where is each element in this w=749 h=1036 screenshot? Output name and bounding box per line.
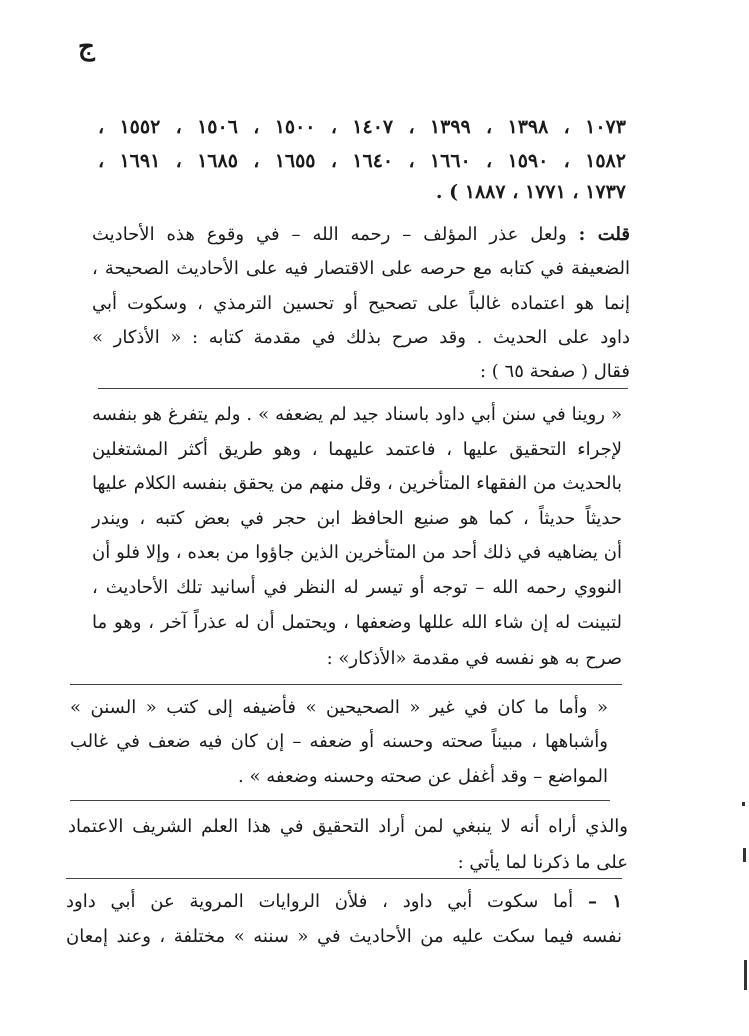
para2-line-1: والذي أراه أنه لا ينبغي لمن أراد التحقيق في هذا العلم الشريف الاعتماد [68,816,628,837]
para1-line-3: إنما هو اعتماده غالباً على تصحيح أو تحسين الترمذي ، وسكوت أبي [92,293,630,314]
para1-label: قلت : [578,224,630,245]
separator-rule [70,800,610,801]
quote1-line-8: صرح به هو نفسه في مقدمة «الأذكار» : [326,648,622,669]
para1-line-4: داود على الحديث . وقد صرح بذلك في مقدمة كتابه : « الأذكار » [92,327,630,348]
page-marker: ج [78,32,95,62]
item1-line-1 [66,889,622,915]
numbers-line-1: ١٠٧٣ ، ١٣٩٨ ، ١٣٩٩ ، ١٤٠٧ ، ١٥٠٠ ، ١٥٠٦ ، ١٥٥٢ ، [98,116,626,138]
item1-line-2: نفسه فيما سكت عليه من الأحاديث في « سننه » مختلفة ، وعند إمعان [66,926,622,947]
quote1-line-2: لإجراء التحقيق عليها ، فاعتمد عليهما ، وهو طريق أكثر المشتغلين [92,439,622,460]
para1-line-1 [92,222,630,248]
para1-line-2: الضعيفة في كتابه مع حرصه على الاقتصار فيه على الأحاديث الصحيحة ، [92,258,630,279]
quote2-line-2: وأشباهها ، مبيناً صحته وحسنه أو ضعفه – إن كان فيه ضعف في غالب [70,731,608,752]
quote2-line-1: « وأما ما كان في غير « الصحيحين » فأضيفه إلى كتب « السنن » [70,697,608,718]
separator-rule [98,388,628,389]
quote1-line-5: أن يضاهيه في ذلك أحد من المتأخرين الذين جاؤوا من بعده ، وإلا فلو أن [92,542,622,563]
quote1-line-7: لتبينت له إن شاء الله عللها وضعفها ، ويحتمل أن له عذراً آخر ، وهو ما [92,612,622,633]
numbers-line-2: ١٥٨٢ ، ١٥٩٠ ، ١٦٦٠ ، ١٦٤٠ ، ١٦٥٥ ، ١٦٨٥ ، ١٦٩١ ، [98,150,626,172]
quote1-line-4: حديثاً حديثاً ، كما هو صنيع الحافظ ابن حجر في بعض كتبه ، ويندر [92,508,622,529]
para2-line-2: على ما ذكرنا لما يأتي : [457,852,628,873]
quote1-line-1: « روينا في سنن أبي داود باسناد جيد لم يضعفه » . ولم يتفرغ هو بنفسه [92,404,622,425]
quote2-line-3: المواضع – وقد أغفل عن صحته وحسنه وضعفه » . [238,766,608,787]
para1-line-1-text: ولعل عذر المؤلف – رحمه الله – في وقوع هذه الأحاديث [92,224,567,245]
item1-label: ١ – [587,891,622,912]
item1-line-1-text: أما سكوت أبي داود ، فلأن الروايات المروية عن أبي داود [66,891,574,912]
scan-edge-mark [744,960,747,990]
quote1-line-3: بالحديث من الفقهاء المتأخرين ، وقل منهم من يحقق بنفسه الكلام عليها [92,473,622,494]
separator-rule [70,684,622,685]
separator-rule [66,878,622,879]
quote1-line-6: النووي رحمه الله – توجه أو تيسر له النظر في أسانيد تلك الأحاديث ، [92,577,622,598]
scan-edge-mark [742,802,745,806]
para1-line-5: فقال ( صفحة ٦٥ ) : [480,361,630,382]
numbers-line-3: ١٧٣٧ ، ١٧٧١ ، ١٨٨٧ ) . [435,181,626,203]
scan-edge-mark [743,848,746,862]
